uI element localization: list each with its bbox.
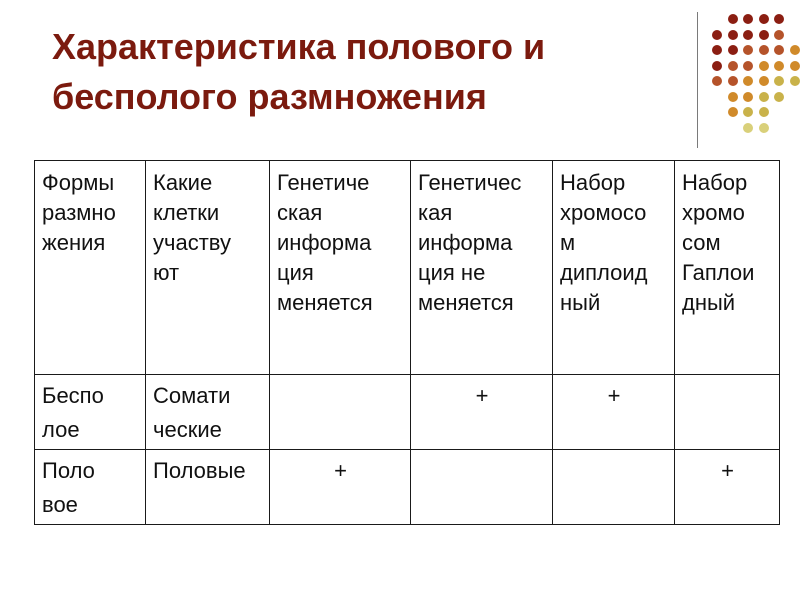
decorative-dot [774, 76, 784, 86]
decorative-dot [743, 61, 753, 71]
table-cell: Беспо лое [35, 375, 146, 450]
decorative-dot [759, 92, 769, 102]
decorative-dot [790, 61, 800, 71]
decorative-dot [712, 61, 722, 71]
header-cell-forms: Формы размно жения [35, 161, 146, 375]
decorative-dot [712, 45, 722, 55]
decorative-dot [743, 107, 753, 117]
decorative-dot [774, 14, 784, 24]
comparison-table [34, 160, 780, 525]
decorative-divider [697, 12, 698, 148]
decorative-dot [728, 92, 738, 102]
decorative-dot [759, 107, 769, 117]
decorative-dot [728, 45, 738, 55]
header-cell-info-unchanged: Генетичес кая информа ция не меняется [411, 161, 553, 375]
table-cell: + [553, 375, 675, 450]
decorative-dot [790, 76, 800, 86]
header-cell-cells: Какие клетки участву ют [146, 161, 270, 375]
decorative-dot [774, 45, 784, 55]
decorative-dot-pattern [704, 10, 800, 130]
decorative-dot [728, 76, 738, 86]
slide-title-line-2: бесполого размножения [52, 76, 487, 117]
decorative-dot [743, 123, 753, 133]
decorative-dot [728, 14, 738, 24]
header-cell-haploid: Набор хромо сом Гаплои дный [675, 161, 780, 375]
header-cell-diploid: Набор хромосо м диплоид ный [553, 161, 675, 375]
decorative-dot [712, 76, 722, 86]
decorative-dot [743, 30, 753, 40]
slide-title-line-1: Характеристика полового и [52, 26, 546, 67]
table-cell [675, 375, 780, 450]
decorative-dot [728, 107, 738, 117]
decorative-dot [743, 45, 753, 55]
decorative-dot [743, 92, 753, 102]
table-header-row [35, 161, 780, 375]
table-cell: Поло вое [35, 450, 146, 525]
header-cell-info-changes: Генетиче ская информа ция меняется [270, 161, 411, 375]
decorative-dot [759, 123, 769, 133]
table-row [35, 450, 780, 525]
table-cell: Сомати ческие [146, 375, 270, 450]
table-cell: + [411, 375, 553, 450]
decorative-dot [728, 61, 738, 71]
decorative-dot [759, 76, 769, 86]
decorative-dot [759, 30, 769, 40]
slide-title [52, 22, 672, 122]
table-cell [553, 450, 675, 525]
table-cell: + [675, 450, 780, 525]
decorative-dot [774, 30, 784, 40]
decorative-dot [774, 61, 784, 71]
table-row [35, 375, 780, 450]
decorative-dot [759, 61, 769, 71]
decorative-dot [743, 14, 753, 24]
table-cell: + [270, 450, 411, 525]
decorative-dot [790, 45, 800, 55]
decorative-dot [728, 30, 738, 40]
decorative-dot [759, 14, 769, 24]
table-cell: Половые [146, 450, 270, 525]
decorative-dot [774, 92, 784, 102]
table-cell [270, 375, 411, 450]
decorative-dot [759, 45, 769, 55]
decorative-dot [712, 30, 722, 40]
table-cell [411, 450, 553, 525]
decorative-dot [743, 76, 753, 86]
